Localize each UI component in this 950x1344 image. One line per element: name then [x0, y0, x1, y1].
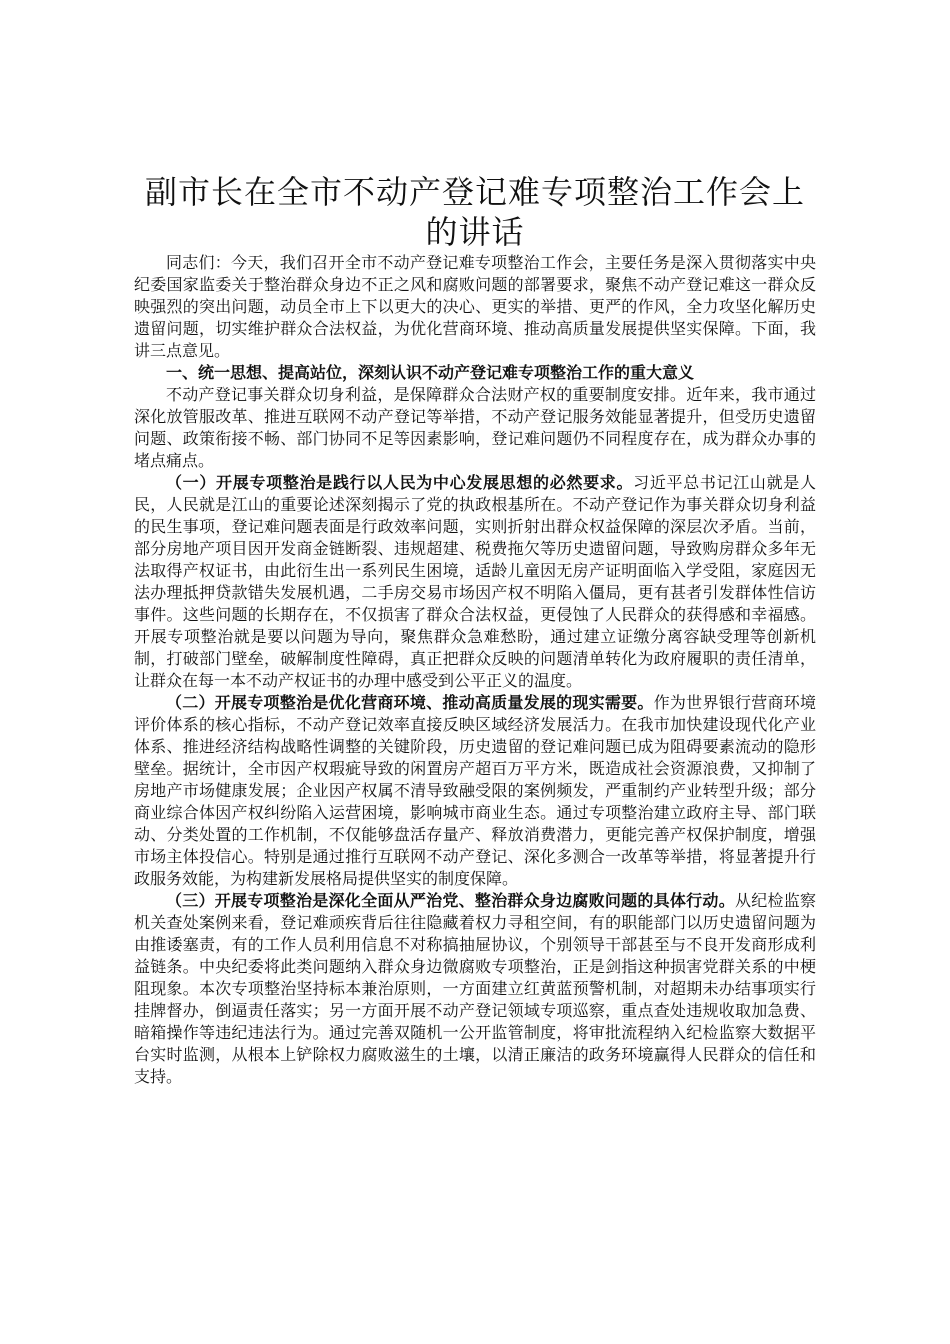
point-1-lead: （一）开展专项整治是践行以人民为中心发展思想的必然要求。 — [166, 473, 634, 492]
section-heading-1: 一、统一思想、提高站位，深刻认识不动产登记难专项整治工作的重大意义 — [166, 363, 695, 382]
point-3-lead: （三）开展专项整治是深化全面从严治党、整治群众身边腐败问题的具体行动。 — [166, 891, 735, 910]
document-page — [134, 172, 816, 1088]
section-1-paragraph: 不动产登记事关群众切身利益，是保障群众合法财产权的重要制度安排。近年来，我市通过深化放管服改革、推进互联网不动产登记等举措，不动产登记服务效能显著提升，但受历史遗留问题、政策衔接不畅、部门协同不足等因素影响，登记难问题仍不同程度存在，成为群众办事的堵点痛点。 — [134, 385, 816, 470]
intro-paragraph: 同志们：今天，我们召开全市不动产登记难专项整治工作会，主要任务是深入贯彻落实中央纪委国家监委关于整治群众身边不正之风和腐败问题的部署要求，聚焦不动产登记难这一群众反映强烈的突出问题，动员全市上下以更大的决心、更实的举措、更严的作风，全力攻坚化解历史遗留问题，切实维护群众合法权益，为优化营商环境、推动高质量发展提供坚实保障。下面，我讲三点意见。 — [134, 253, 816, 360]
point-2-paragraph — [134, 692, 816, 890]
point-3-paragraph — [134, 890, 816, 1088]
document-title: 副市长在全市不动产登记难专项整治工作会上的讲话 — [144, 173, 805, 251]
point-2-lead: （二）开展专项整治是优化营商环境、推动高质量发展的现实需要。 — [166, 693, 654, 712]
point-2-body: 作为世界银行营商环境评价体系的核心指标，不动产登记效率直接反映区域经济发展活力。在我市加快建设现代化产业体系、推进经济结构战略性调整的关键阶段，历史遗留的登记难问题已成为阻碍要素流动的隐形壁垒。据统计，全市因产权瑕疵导致的闲置房产超百万平方米，既造成社会资源浪费，又抑制了房地产市场健康发展；企业因产权属不清导致融受限的案例频发，严重制约产业转型升级；部分商业综合体因产权纠纷陷入运营困境，影响城市商业生态。通过专项整治建立政府主导、部门联动、分类处置的工作机制，不仅能够盘活存量产、释放消费潜力，更能完善产权保护制度，增强市场主体投信心。特别是通过推行互联网不动产登记、深化多测合一改革等举措，将显著提升行政服务效能，为构建新发展格局提供坚实的制度保障。 — [134, 693, 816, 888]
point-3-body: 从纪检监察机关查处案例来看，登记难顽疾背后往往隐藏着权力寻租空间，有的职能部门以历史遗留问题为由推诿塞责，有的工作人员利用信息不对称搞抽屉协议，个别领导干部甚至与不良开发商形成利益链条。中央纪委将此类问题纳入群众身边微腐败专项整治，正是剑指这种损害党群关系的中梗阻现象。本次专项整治坚持标本兼治原则，一方面建立红黄蓝预警机制，对超期未办结事项实行挂牌督办，倒逼责任落实；另一方面开展不动产登记领域专项巡察，重点查处违规收取加急费、暗箱操作等违纪违法行为。通过完善双随机一公开监管制度，将审批流程纳入纪检监察大数据平台实时监测，从根本上铲除权力腐败滋生的土壤，以清正廉洁的政务环境赢得人民群众的信任和支持。 — [134, 891, 816, 1086]
point-1-paragraph — [134, 472, 816, 692]
point-1-body: 习近平总书记江山就是人民，人民就是江山的重要论述深刻揭示了党的执政根基所在。不动产登记作为事关群众切身利益的民生事项，登记难问题表面是行政效率问题，实则折射出群众权益保障的深层次矛盾。当前，部分房地产项目因开发商金链断裂、违规超建、税费拖欠等历史遗留问题，导致购房群众多年无法取得产权证书，由此衍生出一系列民生困境，适龄儿童因无房产证明面临入学受阻，家庭因无法办理抵押贷款错失发展机遇，二手房交易市场因产权不明陷入僵局，更有甚者引发群体性信访事件。这些问题的长期存在，不仅损害了群众合法权益，更侵蚀了人民群众的获得感和幸福感。开展专项整治就是要以问题为导向，聚焦群众急难愁盼，通过建立证缴分离容缺受理等创新机制，打破部门壁垒，破解制度性障碍，真正把群众反映的问题清单转化为政府履职的责任清单，让群众在每一本不动产权证书的办理中感受到公平正义的温度。 — [134, 473, 816, 690]
